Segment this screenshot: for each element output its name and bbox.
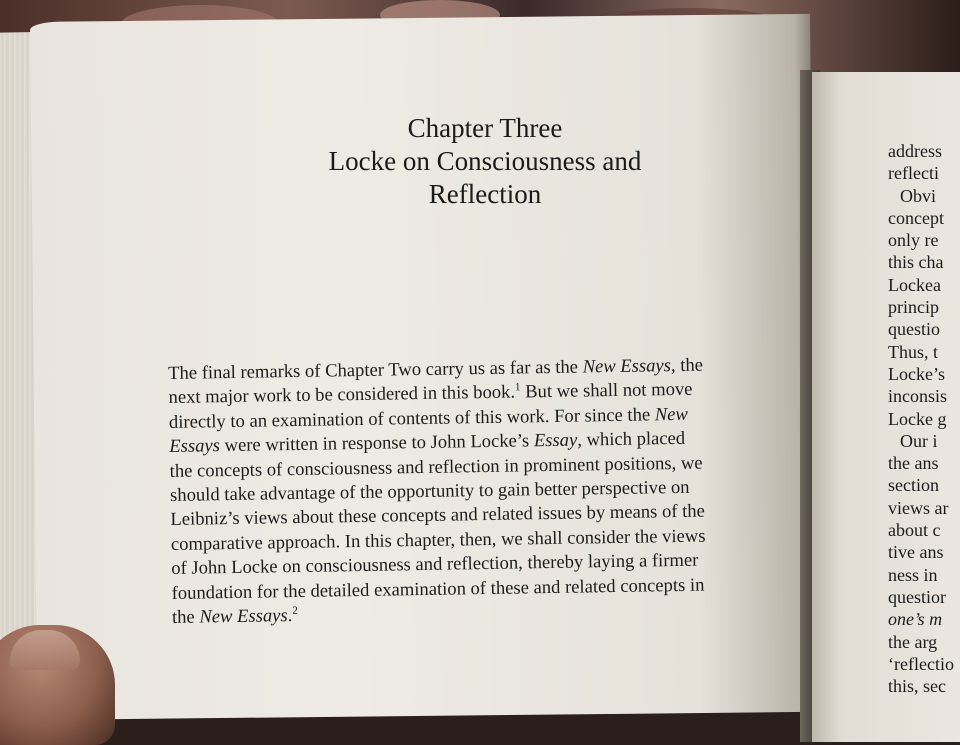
text-line: only re	[888, 230, 939, 251]
text-line: should take advantage of the opportunity to gain better perspective on	[169, 476, 690, 507]
text-line: about c	[888, 520, 941, 541]
text-line: comparative approach. In this chapter, then, we shall consider the views	[170, 525, 706, 555]
text-line: Essays were written in response to John Locke’s Essay, which placed	[169, 428, 686, 458]
text-line: this cha	[888, 252, 944, 273]
text-line: the concepts of consciousness and reflection in prominent positions, we	[169, 452, 703, 482]
text-line: the ans	[888, 453, 939, 474]
right-page-text	[888, 140, 960, 697]
text-line: ness in	[888, 564, 938, 585]
chapter-heading	[230, 112, 740, 211]
text-line: address	[888, 141, 942, 161]
text-line: Thus, t	[888, 341, 939, 362]
footnote-marker: 1	[514, 381, 521, 394]
text-line: Obvi	[900, 185, 936, 206]
text-line: of John Locke on consciousness and reflection, thereby laying a firmer	[171, 549, 699, 580]
text-line: directly to an examination of contents of this work. For since the New	[168, 403, 689, 433]
text-line: Locke’s	[888, 363, 945, 384]
text-line: concept	[888, 207, 944, 228]
text-line: inconsis	[888, 386, 948, 407]
text-line: Leibniz’s views about these concepts and related issues by means of the	[170, 501, 706, 531]
text-line: reflecti	[888, 163, 939, 184]
text-line: Our i	[900, 430, 938, 451]
text-line: ‘reflectio	[888, 653, 954, 674]
text-line: The final remarks of Chapter Two carry us as far as the New Essays, the	[168, 354, 704, 384]
text-line: princip	[888, 297, 939, 318]
text-line: Lockea	[888, 274, 941, 295]
text-line: questior	[888, 586, 946, 607]
body-paragraph	[168, 352, 792, 630]
text-line: section	[888, 475, 939, 496]
text-line: the arg	[888, 631, 938, 652]
chapter-title-line: Locke on Consciousness and	[328, 146, 642, 176]
chapter-title-line: Reflection	[428, 179, 542, 209]
text-line: views ar	[888, 497, 949, 518]
text-line: questio	[888, 319, 940, 340]
footnote-marker: 2	[292, 604, 298, 617]
text-line: Locke g	[888, 408, 947, 429]
text-line: foundation for the detailed examination of these and related concepts in	[171, 574, 705, 604]
text-line: tive ans	[888, 542, 944, 563]
text-line: this, sec	[888, 676, 946, 697]
text-line: the New Essays.$^2$	[171, 604, 298, 629]
chapter-number: Chapter Three	[407, 113, 563, 143]
text-line: next major work to be considered in this book.$^1$ But we shall not move	[168, 379, 693, 409]
text-line: one’s m	[888, 609, 943, 630]
